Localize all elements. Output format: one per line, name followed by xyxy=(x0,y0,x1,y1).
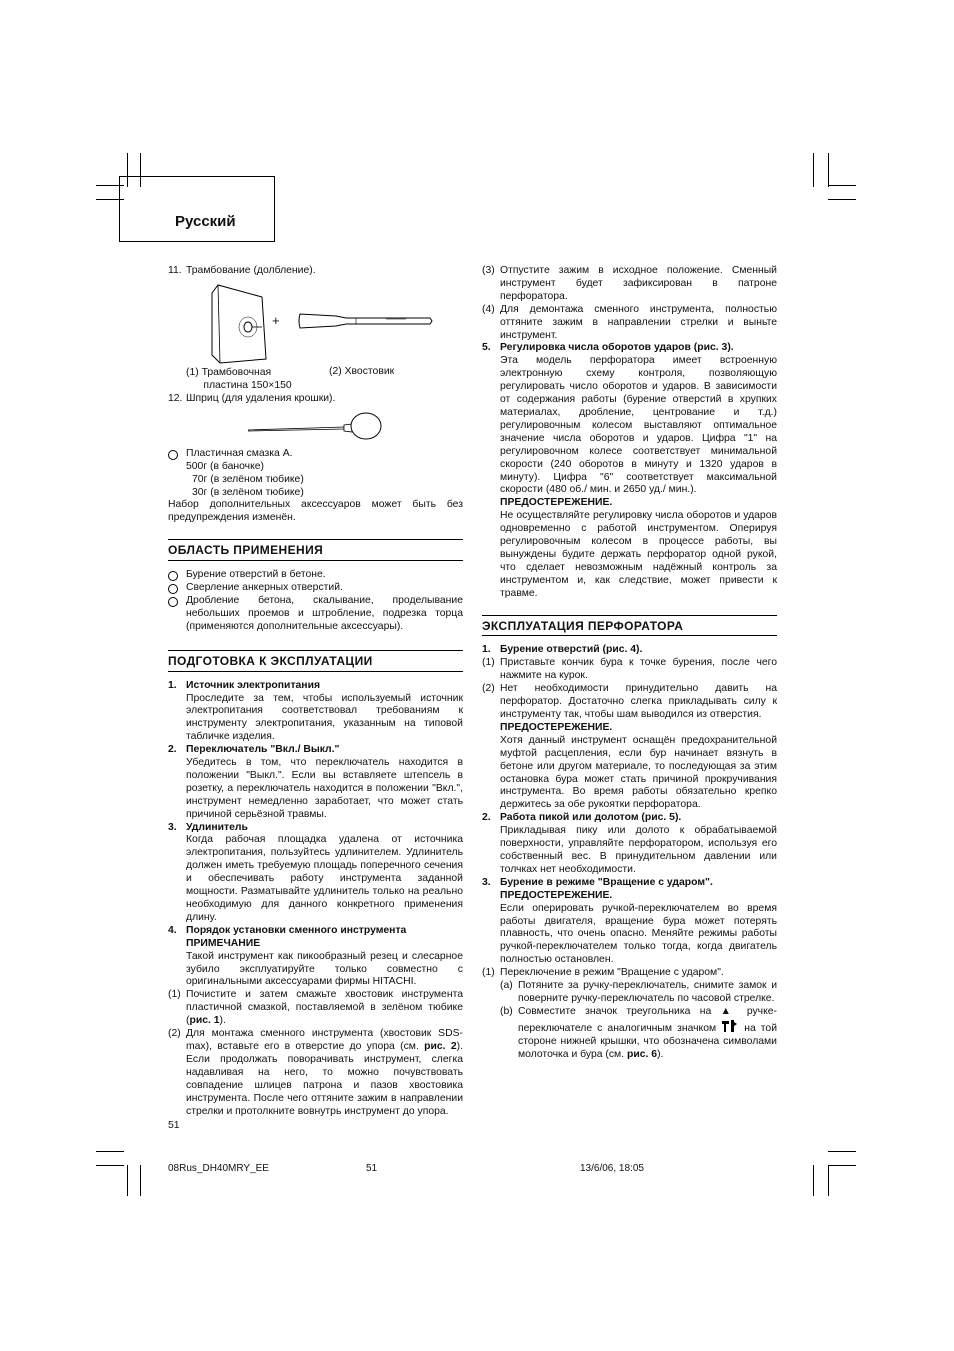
operation-mode-step-1: (1) Переключение в режим "Вращение с ударом". xyxy=(482,967,724,979)
prep-step-3: (3) Отпустите зажим в исходное положение. Сменный инструмент будет зафиксирован в патроне перфоратора. xyxy=(482,265,777,302)
crop-mark xyxy=(96,1165,124,1166)
crop-mark xyxy=(828,1151,856,1152)
crop-mark xyxy=(828,185,856,186)
hammer-drill-icon xyxy=(721,1019,739,1033)
operation-item-1: 1. Бурение отверстий (рис. 4). xyxy=(482,644,643,656)
operation-step-2: (2) Нет необходимости принудительно давить на перфоратор. Достаточно слегка прикладывать силу к инструменту так, чтобы шам выводился из отверстия. ПРЕДОСТЕРЕЖЕНИЕ. Хотя данный инструмент оснащён предохранительной муфтой расцепления, если бур начинает вязнуть в бетоне или другом материале, то последующая за этим остановка бура может стать причиной прокручивания инструмента. Во время работы обязательно крепко держитесь за обе рукоятки перфоратора. xyxy=(482,683,777,811)
application-item: Бурение отверстий в бетоне. xyxy=(168,569,463,582)
application-item: Сверление анкерных отверстий. xyxy=(168,582,463,595)
figure-caption-shank: (2) Хвостовик xyxy=(329,365,395,377)
accessory-item-12: 12. Шприц (для удаления крошки). xyxy=(168,392,336,404)
crop-mark xyxy=(828,199,856,200)
accessory-item-11: 11. Трамбование (долбление). xyxy=(168,265,316,276)
crop-mark xyxy=(127,1165,128,1196)
crop-mark xyxy=(140,1165,141,1196)
language-title: Русский xyxy=(175,213,236,230)
prep-item-3: 3. Удлинитель Когда рабочая площадка удалена от источника электропитания, пользуйтесь удлинителем. Удлинитель должен иметь требуемую площадь поперечного сечения и обеспечивать работу инструмента заданной мощности. Разматывайте удлинитель только на реально необходимую для данного конкретного применения длину. xyxy=(168,821,463,923)
section-heading-applications: ОБЛАСТЬ ПРИМЕНЕНИЯ xyxy=(168,539,463,561)
footer-page: 51 xyxy=(366,1163,378,1174)
tamping-plate-illustration xyxy=(206,283,276,365)
page-number: 51 xyxy=(168,1120,180,1131)
operation-mode-step-b: (b) Совместите значок треугольника на ▲ ручке-переключателе с аналогичным значком на той стороне нижней крышки, что обозначена символами молоточка и бура (см. рис. 6). xyxy=(500,1005,778,1060)
figure-syringe xyxy=(168,406,463,446)
prep-step-4: (4) Для демонтажа сменного инструмента, полностью оттяните зажим в направлении стрелки и выньте инструмент. xyxy=(482,303,777,341)
right-column xyxy=(482,265,777,1061)
prep-item-5: 5. Регулировка числа оборотов ударов (рис. 3). Эта модель перфоратора имеет встроенную электронную схему контроля, позволяющую регулировать число оборотов и ударов. В зависимости от содержания работы (бурение отверстий в хрупких материалах, дробление, центрование и т.д.) регулировочным колесом выставляют оптимальное значение числа оборотов и ударов. Цифра "1" на регулировочном колесе соответствует минимальной скорости (240 оборотов в минуту и 1320 ударов в минуту). Цифра "6" соответствует максимальной скорости (480 об./ мин. и 2650 уд./ мин.). ПРЕДОСТЕРЕЖЕНИЕ. Не осуществляйте регулировку числа оборотов и ударов одновременно с работой инструментом. Оперируя регулировочным колесом в процессе работы, вы вынуждены будите держать перфоратор одной рукой, что сделает невозможным надёжный контроль за инструментом и, как следствие, может привести к травме. xyxy=(482,342,777,599)
crop-mark xyxy=(96,1151,124,1152)
application-item: Дробление бетона, скалывание, проделывание небольших проемов и штробление, подрезка торца (применяются дополнительные аксессуары). xyxy=(168,595,463,634)
footer-file: 08Rus_DH40MRY_EE xyxy=(168,1163,269,1174)
triangle-icon: ▲ xyxy=(720,1005,738,1017)
crop-mark xyxy=(828,153,829,187)
prep-item-4: 4. Порядок установки сменного инструмента ПРИМЕЧАНИЕ Такой инструмент как пикообразный резец и слесарное зубило эксплуатируйте только совместно с оригинальными аксессуарами фирмы HITACHI. xyxy=(168,924,463,988)
operation-item-3: 3. Бурение в режиме "Вращение с ударом". ПРЕДОСТЕРЕЖЕНИЕ. Если оперировать ручкой-переключателем во время работы двигателя, вращение бура может потерять плавность, что очень опасно. Меняйте режимы работы ручкой-переключателем только тогда, когда двигатель полностью остановлен. xyxy=(482,876,777,966)
prep-item-2: 2. Переключатель "Вкл./ Выкл." Убедитесь в том, что переключатель находится в положении "Выкл.". Если вы вставляете штепсель в розетку, а переключатель находится в положении "Вкл.", инструмент немедленно заработает, что может стать причиной серьёзной травмы. xyxy=(168,744,463,820)
section-heading-operation: ЭКСПЛУАТАЦИЯ ПЕРФОРАТОРА xyxy=(482,615,777,637)
prep-step-2: (2) Для монтажа сменного инструмента (хвостовик SDS-max), вставьте его в отверстие до упора (см. рис. 2). Если продолжать поворачивать инструмент, слегка надавливая на него, то можно почувствовать совпадение шлицев патрона и пазов хвостовика инструмента. После чего оттяните зажим в направлении стрелки и протолкните вовнутрь инструмент до упора. xyxy=(168,1028,463,1117)
crop-mark xyxy=(813,1165,814,1196)
operation-step-1: (1) Приставьте кончик бура к точке бурения, после чего нажмите на курок. xyxy=(482,657,777,682)
figure-tamping xyxy=(168,278,463,391)
figure-caption-plate: (1) Трамбовочная пластина 150×150 xyxy=(186,366,292,391)
crop-mark xyxy=(828,1165,829,1196)
syringe-illustration xyxy=(248,410,398,442)
left-column xyxy=(168,265,463,1118)
footer-date: 13/6/06, 18:05 xyxy=(580,1163,644,1174)
operation-mode-step-a: (a) Потяните за ручку-переключатель, снимите замок и поверните ручку-переключатель по часовой стрелке. xyxy=(500,980,777,1004)
plus-sign: + xyxy=(272,312,280,328)
section-heading-preparation: ПОДГОТОВКА К ЭКСПЛУАТАЦИИ xyxy=(168,650,463,672)
prep-step-1: (1) Почистите и затем смажьте хвостовик инструмента пластичной смазкой, поставляемой в зелёном тюбике (рис. 1). xyxy=(168,989,463,1027)
grease-item: Пластичная смазка А. 500г (в баночке) 70г (в зелёном тюбике) 30г (в зелёном тюбике) xyxy=(168,448,463,500)
crop-mark xyxy=(813,153,814,187)
prep-item-1: 1. Источник электропитания Проследите за тем, чтобы используемый источник электропитания соответствовал требованиям к инструменту электропитания, указанным на типовой табличке изделия. xyxy=(168,679,463,743)
change-notice: Набор дополнительных аксессуаров может быть без предупреждения изменён. xyxy=(168,499,463,524)
operation-item-2: 2. Работа пикой или долотом (рис. 5). Прикладывая пику или долото к обрабатываемой поверхности, управляйте перфоратором, используя его собственный вес. В принудительном давлении или толчках нет необходимости. xyxy=(482,812,777,875)
shank-illustration xyxy=(296,306,436,336)
language-box xyxy=(119,176,275,242)
crop-mark xyxy=(828,1165,856,1166)
